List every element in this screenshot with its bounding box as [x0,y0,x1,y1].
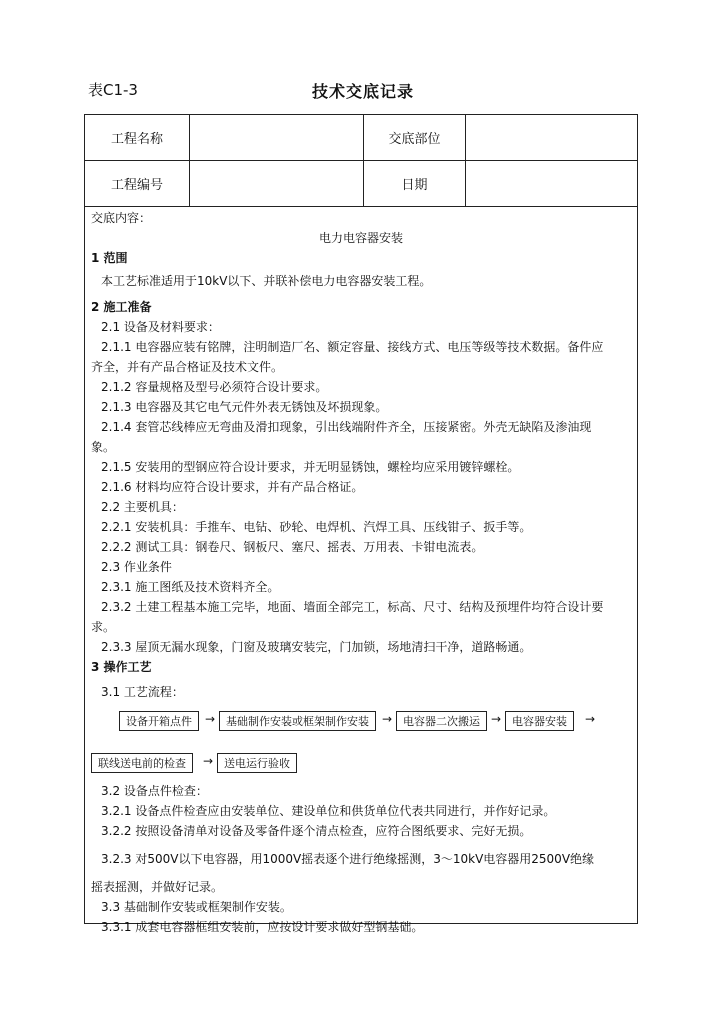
header-row-2 [85,161,637,207]
text-line: 3.2 设备点件检查： [101,784,208,798]
text-line: 2.3 作业条件 [101,560,172,574]
location-value[interactable] [466,115,637,160]
text-line: 3.3.1 成套电容器框组安装前，应按设计要求做好型钢基础。 [101,920,424,934]
flow-step-install: 电容器安装 [505,711,574,731]
text-line: 2.2 主要机具： [101,500,184,514]
section-heading: 1 范围 [91,251,128,265]
date-value[interactable] [466,161,637,206]
section-heading: 2 施工准备 [91,300,152,314]
flow-step-unpack: 设备开箱点件 [119,711,199,731]
flow-step-acceptance: 送电运行验收 [217,753,297,773]
text-line: 2.1.2 容量规格及型号必须符合设计要求。 [101,380,328,394]
text-line: 3.1 工艺流程： [101,685,184,699]
text-line: 3.2.2 按照设备清单对设备及零备件逐个清点检查，应符合图纸要求、完好无损。 [101,824,532,838]
section-heading: 3 操作工艺 [91,660,152,674]
text-line: 2.1.4 套管芯线棒应无弯曲及滑扣现象，引出线端附件齐全，压接紧密。外壳无缺陷及渗油现 [101,420,592,434]
text-line: 2.3.1 施工图纸及技术资料齐全。 [101,580,280,594]
text-line: 2.2.1 安装机具：手推车、电钻、砂轮、电焊机、汽焊工具、压线钳子、扳手等。 [101,520,532,534]
text-line: 象。 [91,440,116,454]
record-sheet [84,114,638,934]
date-label: 日期 [364,161,466,206]
page-title: 技术交底记录 [312,82,415,101]
arrow-icon: → [205,712,216,726]
document-title: 电力电容器安装 [318,231,403,245]
text-line: 求。 [91,620,116,634]
arrow-icon: → [491,712,502,726]
text-line: 本工艺标准适用于10kV以下、并联补偿电力电容器安装工程。 [101,274,432,288]
content-label: 交底内容： [91,211,152,225]
flow-step-transport: 电容器二次搬运 [396,711,487,731]
arrow-icon: → [382,712,393,726]
text-line: 2.1.6 材料均应符合设计要求，并有产品合格证。 [101,480,364,494]
text-line: 3.3 基础制作安装或框架制作安装。 [101,900,292,914]
text-line: 齐全，并有产品合格证及技术文件。 [91,360,284,374]
flow-step-precheck: 联线送电前的检查 [91,753,193,773]
text-line: 摇表摇测，并做好记录。 [91,880,224,894]
text-line: 2.1.5 安装用的型钢应符合设计要求，并无明显锈蚀，螺栓均应采用镀锌螺栓。 [101,460,520,474]
text-line: 2.3.2 土建工程基本施工完毕，地面、墙面全部完工，标高、尺寸、结构及预埋件均符合设计要 [101,600,604,614]
text-line: 2.1.3 电容器及其它电气元件外表无锈蚀及坏损现象。 [101,400,388,414]
project-no-value[interactable] [190,161,364,206]
arrow-icon: → [585,712,596,726]
text-line: 2.2.2 测试工具：钢卷尺、钢板尺、塞尺、摇表、万用表、卡钳电流表。 [101,540,484,554]
header-row-1 [85,115,637,161]
text-line: 2.1 设备及材料要求： [101,320,220,334]
project-name-value[interactable] [190,115,364,160]
text-line: 2.3.3 屋顶无漏水现象，门窗及玻璃安装完，门加锁，场地清扫干净，道路畅通。 [101,640,532,654]
arrow-icon: → [203,754,214,768]
flow-step-foundation: 基础制作安装或框架制作安装 [219,711,376,731]
text-line: 3.2.1 设备点件检查应由安装单位、建设单位和供货单位代表共同进行，并作好记录。 [101,804,556,818]
text-line: 3.2.3 对500V以下电容器，用1000V摇表逐个进行绝缘摇测，3～10kV电容器用2500V绝缘 [101,852,595,866]
text-line: 2.1.1 电容器应装有铭牌，注明制造厂名、额定容量、接线方式、电压等级等技术数据。备件应 [101,340,604,354]
location-label: 交底部位 [364,115,466,160]
form-code: 表C1-3 [88,81,138,99]
project-name-label: 工程名称 [85,115,190,160]
project-no-label: 工程编号 [85,161,190,206]
